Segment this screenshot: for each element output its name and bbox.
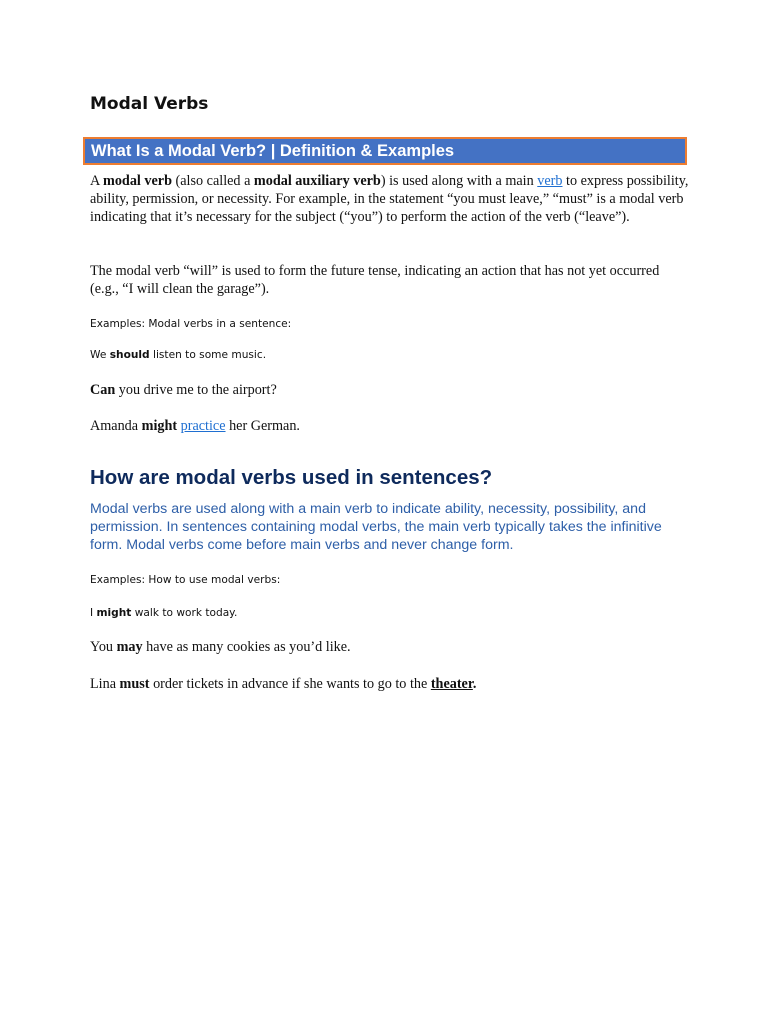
text-run: you drive me to the airport? (115, 382, 277, 398)
underlined-word: theater (430, 676, 473, 692)
text-run: . (472, 676, 477, 692)
practice-link[interactable]: practice (180, 418, 226, 434)
example-sentence (90, 348, 266, 362)
text-run: to express possibility, ability, permission, or necessity. For example, in the statement “you must leave,” “must” is a modal verb indicating that it’s necessary for the subject (“you”) to perform the action of the verb (“leave”). (90, 173, 689, 225)
example-sentence (90, 638, 690, 656)
section-banner (83, 137, 687, 165)
definition-paragraph (90, 172, 690, 226)
bold-term-modal-auxiliary-verb: modal auxiliary verb (253, 173, 381, 189)
modal-word: may (116, 639, 143, 655)
future-tense-paragraph: The modal verb “will” is used to form the future tense, indicating an action that has not yet occurred (e.g., “I will clean the garage”). (90, 263, 660, 297)
text-run: order tickets in advance if she wants to go to the (149, 676, 431, 692)
modal-word: Can (90, 382, 116, 398)
text-run: listen to some music. (149, 349, 267, 361)
text-run: I (90, 607, 97, 619)
example-sentence (90, 417, 690, 435)
text-run: (also called a (171, 173, 254, 189)
verb-link[interactable]: verb (537, 173, 563, 189)
text-run: have as many cookies as you’d like. (142, 639, 351, 655)
section-banner-text: What Is a Modal Verb? | Definition & Examples (91, 142, 455, 160)
examples-label: Examples: Modal verbs in a sentence: (90, 318, 292, 330)
usage-paragraph: Modal verbs are used along with a main verb to indicate ability, necessity, possibility, and permission. In sentences containing modal verbs, the main verb typically takes the infinitive form. Modal verbs come before main verbs and never change form. (90, 501, 662, 553)
modal-word: might (141, 418, 178, 434)
text-run: ) is used along with a main (380, 173, 538, 189)
example-sentence (90, 381, 690, 399)
text-run: her German. (225, 418, 300, 434)
modal-word: might (96, 607, 132, 619)
text-run: Amanda (90, 418, 142, 434)
page-title: Modal Verbs (90, 94, 209, 114)
text-run: You (90, 639, 117, 655)
examples-label: Examples: How to use modal verbs: (90, 574, 281, 586)
example-sentence (90, 606, 237, 620)
bold-term-modal-verb: modal verb (103, 173, 172, 189)
section-heading: How are modal verbs used in sentences? (90, 466, 493, 489)
text-run: We (90, 349, 110, 361)
example-sentence (90, 675, 690, 693)
text-run: A (90, 173, 104, 189)
text-run: walk to work today. (131, 607, 238, 619)
modal-word: should (109, 349, 150, 361)
text-run: Lina (90, 676, 120, 692)
modal-word: must (119, 676, 150, 692)
